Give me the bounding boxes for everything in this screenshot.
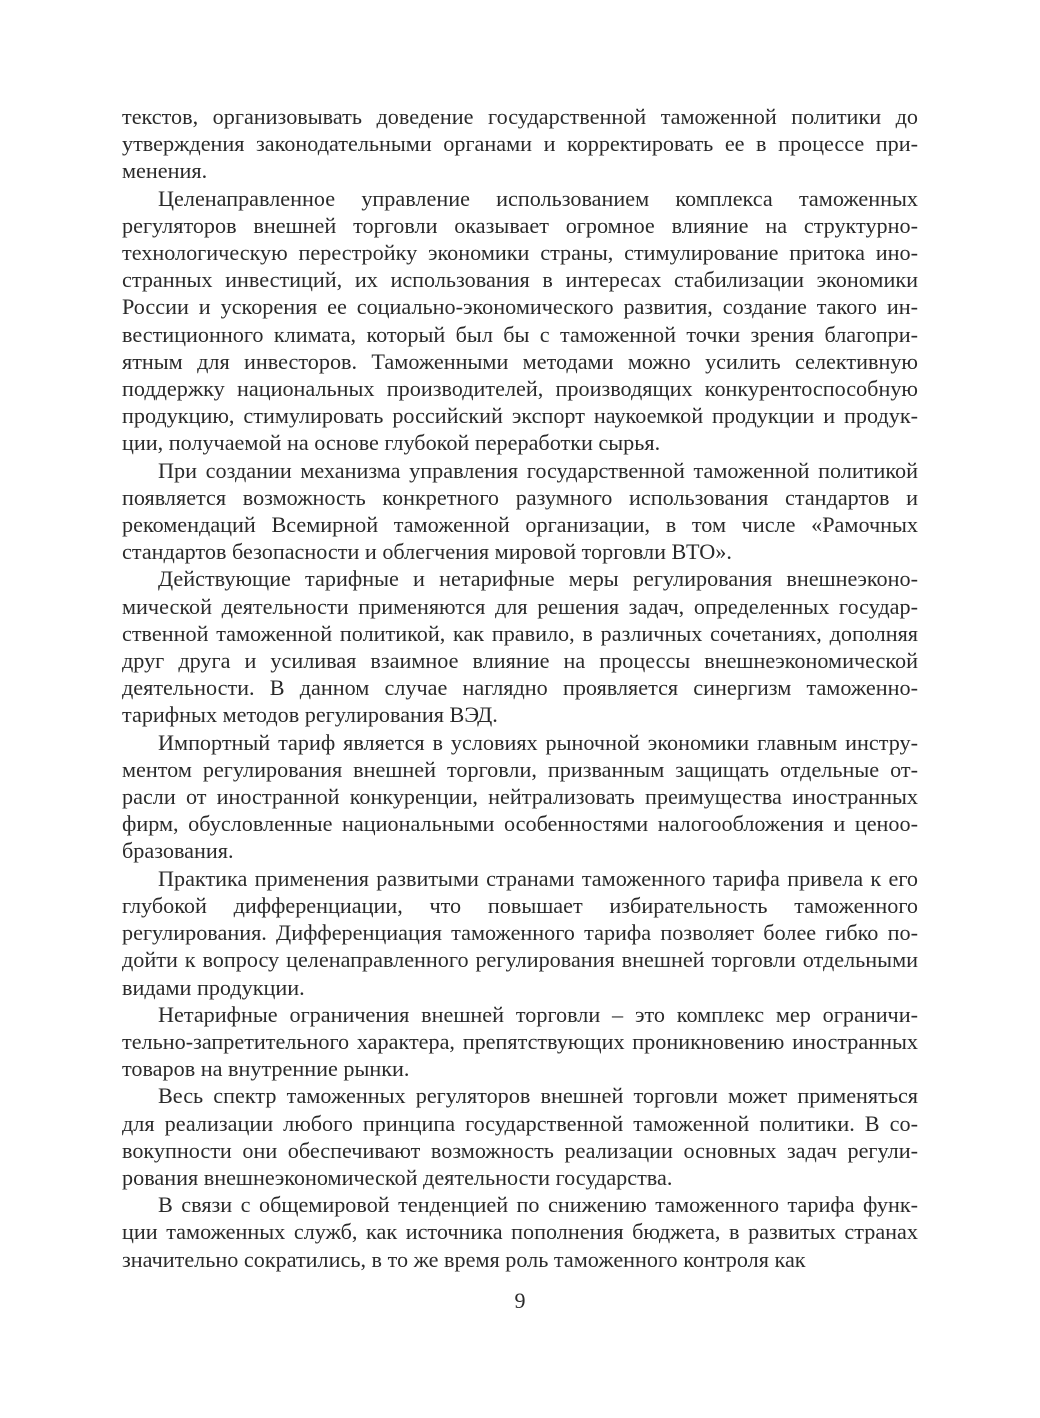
page-body (122, 103, 918, 1273)
paragraph-8: Весь спектр таможенных регуляторов внешней торговли может применяться для реализации любого принципа государственной таможенной политики. В совокупности они обеспечивают возможность реализации основных задач регулирования внешнеэкономической деятельности государства. (122, 1083, 918, 1190)
paragraph-7: Нетарифные ограничения внешней торговли – это комплекс мер ограничительно-запретительного характера, препятствующих проникновению иностранных товаров на внутренние рынки. (122, 1001, 918, 1082)
paragraph-6: Практика применения развитыми странами таможенного тарифа привела к его глубокой дифференциации, что повышает избирательность таможенного регулирования. Дифференциация таможенного тарифа позволяет более гибко подойти к вопросу целенаправленного регулирования внешней торговли отдельными видами продукции. (122, 865, 918, 1000)
paragraph-3: При создании механизма управления государственной таможенной политикой появляется возможность конкретного разумного использования стандартов и рекомендаций Всемирной таможенной организации, в том числе «Рамочных стандартов безопасности и облегчения мировой торговли ВТО». (122, 457, 918, 565)
paragraph-4: Действующие тарифные и нетарифные меры регулирования внешнеэкономической деятельности применяются для решения задач, определенных государственной таможенной политикой, как правило, в различных сочетаниях, дополняя друг друга и усиливая взаимное влияние на процессы внешнеэкономической деятельности. В данном случае наглядно проявляется синергизм таможенно-тарифных методов регулирования ВЭД. (122, 566, 918, 728)
paragraph-9: В связи с общемировой тенденцией по снижению таможенного тарифа функции таможенных служб, как источника пополнения бюджета, в развитых странах значительно сократились, в то же время роль таможенного контроля как (122, 1192, 918, 1272)
page-number: 9 (514, 1288, 526, 1313)
paragraph-2: Целенаправленное управление использованием комплекса таможенных регуляторов внешней торговли оказывает огромное влияние на структурно-технологическую перестройку экономики страны, стимулирование притока иностранных инвестиций, их использования в интересах стабилизации экономики России и ускорения ее социально-экономического развития, создание такого инвестиционного климата, который был бы с таможенной точки зрения благоприятным для инвесторов. Таможенными методами можно усилить селективную поддержку национальных производителей, производящих конкурентоспособную продукцию, стимулировать российский экспорт наукоемкой продукции и продукции, получаемой на основе глубокой переработки сырья. (122, 185, 918, 456)
paragraph-1: текстов, организовывать доведение государственной таможенной политики до утверждения законодательными органами и корректировать ее в процессе применения. (122, 104, 918, 184)
paragraph-5: Импортный тариф является в условиях рыночной экономики главным инструментом регулирования внешней торговли, призванным защищать отдельные отрасли от иностранной конкуренции, нейтрализовать преимущества иностранных фирм, обусловленные национальными особенностями налогообложения и ценообразования. (122, 729, 918, 864)
